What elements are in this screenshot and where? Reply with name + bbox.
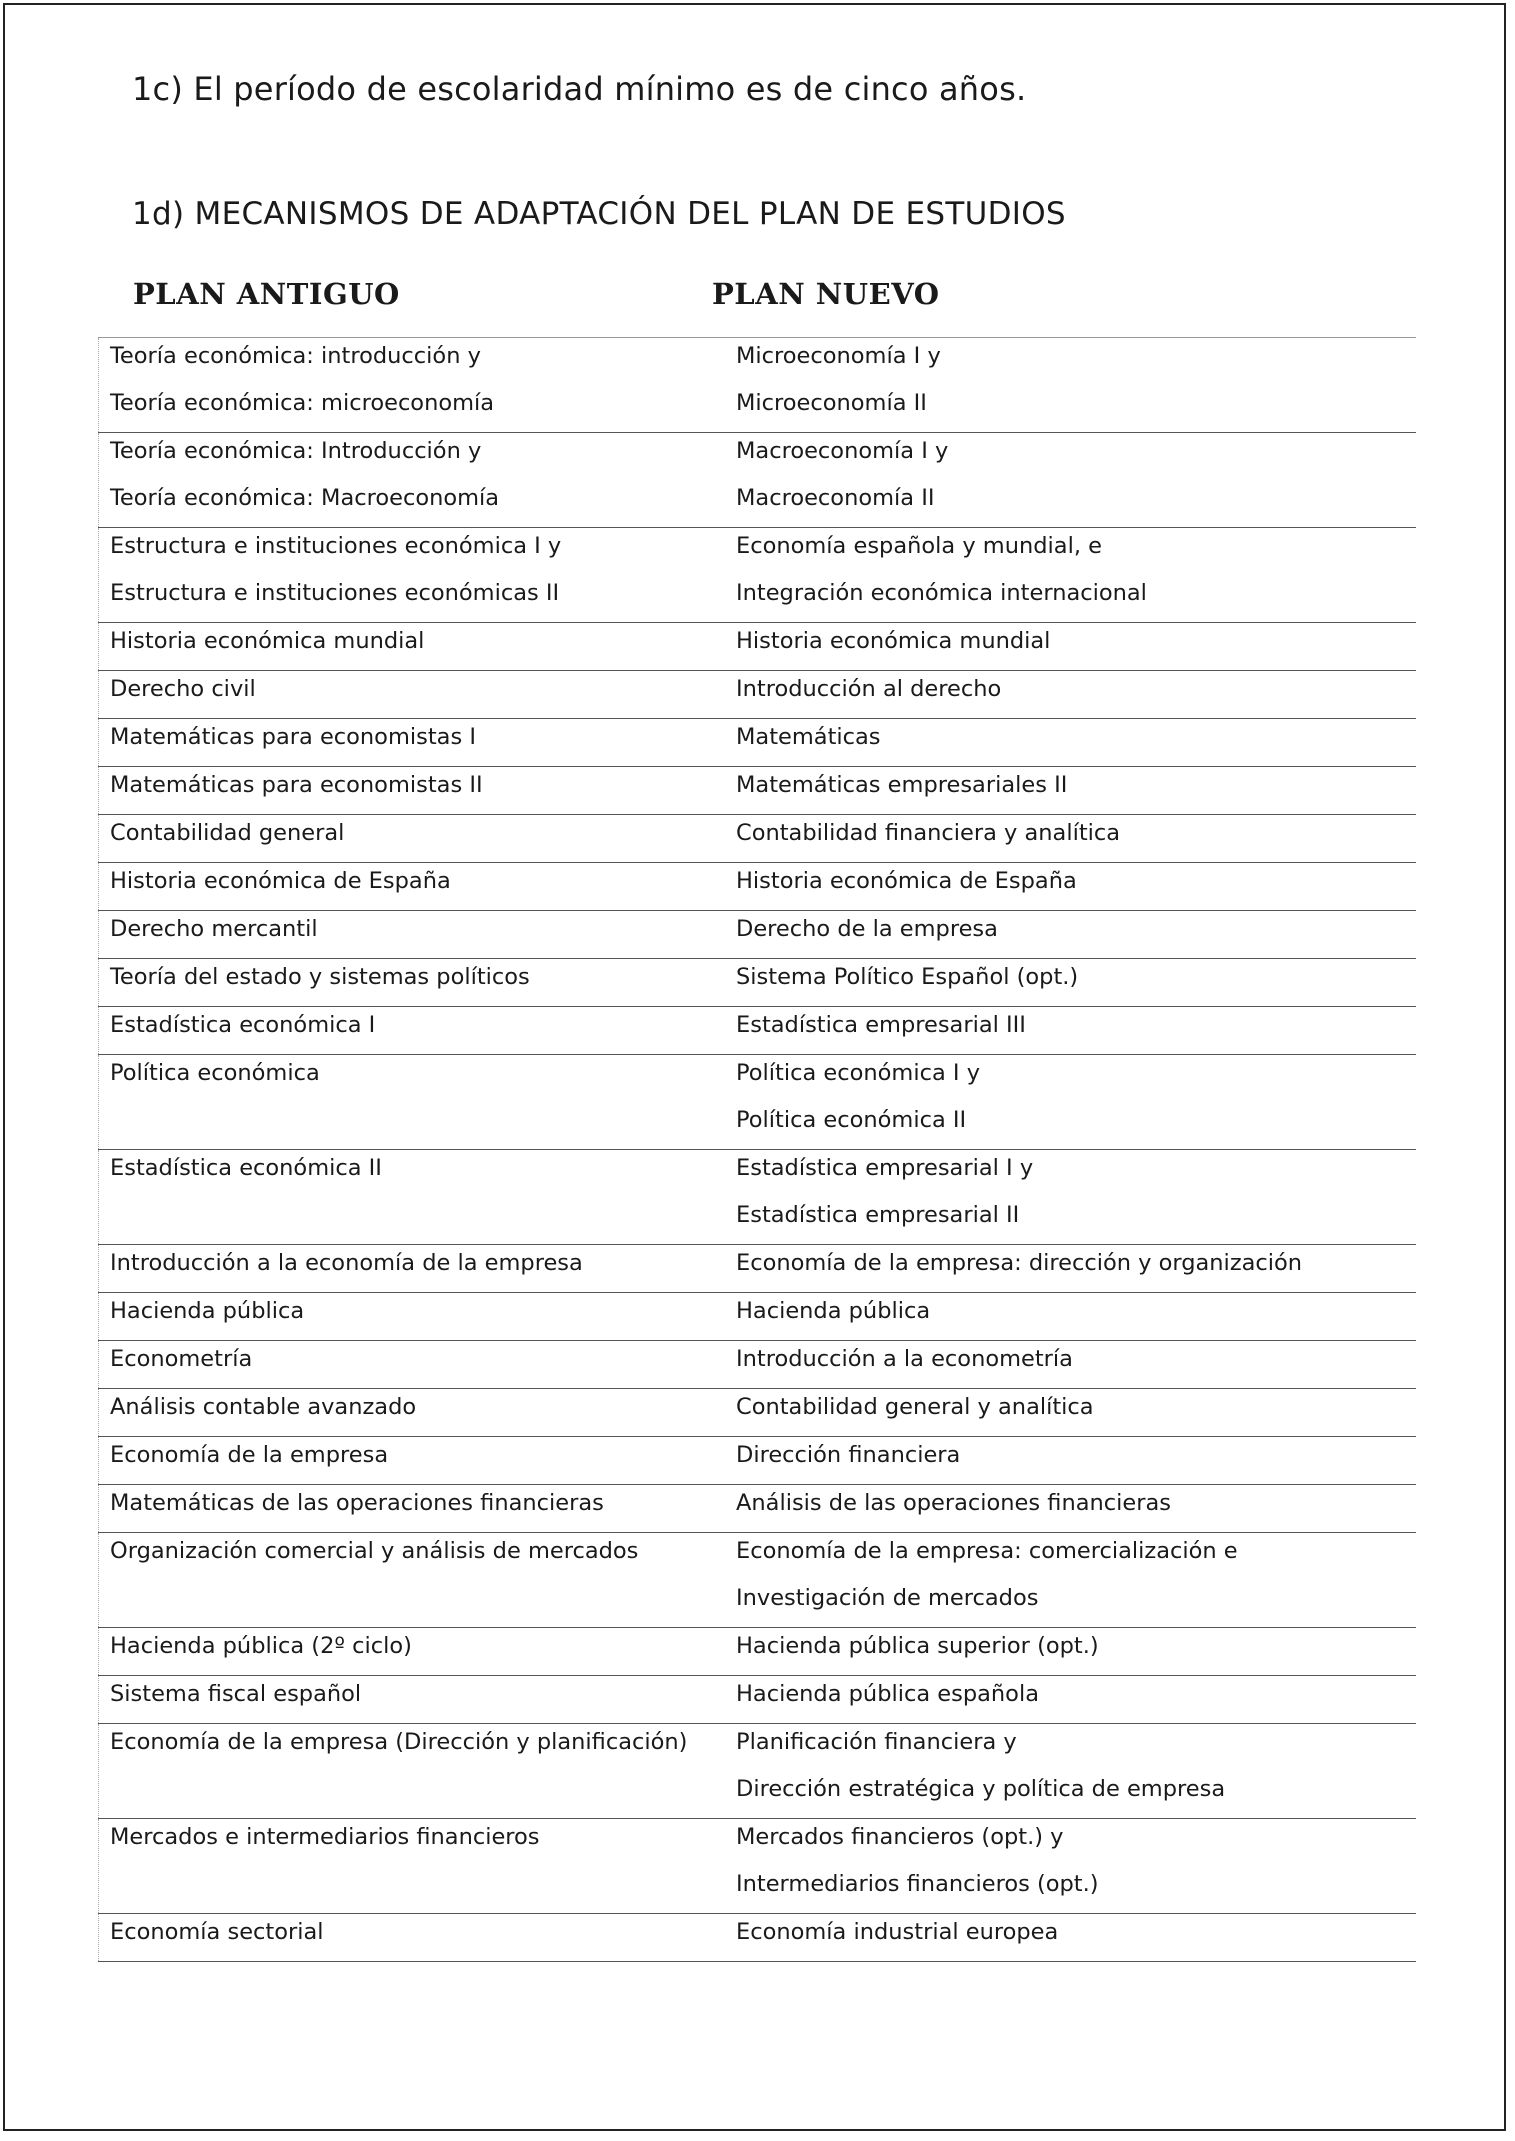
new-plan-subject: Dirección estratégica y política de empresa (736, 1776, 1226, 1802)
table-row-line (98, 1533, 1416, 1580)
table-row-line (98, 575, 1416, 622)
table-row-line (98, 1245, 1416, 1292)
table-row-line (98, 1055, 1416, 1102)
table-row-line (98, 1437, 1416, 1484)
table-row-line (98, 1341, 1416, 1388)
table-row (98, 1245, 1416, 1293)
table-row (98, 1293, 1416, 1341)
table-row (98, 623, 1416, 671)
new-plan-subject: Estadística empresarial III (736, 1012, 1026, 1038)
new-plan-subject: Historia económica mundial (736, 628, 1051, 654)
old-plan-subject: Matemáticas para economistas I (110, 724, 476, 750)
table-row (98, 863, 1416, 911)
old-plan-subject: Historia económica mundial (110, 628, 425, 654)
section-1d-heading: 1d) MECANISMOS DE ADAPTACIÓN DEL PLAN DE ESTUDIOS (132, 196, 1066, 232)
new-plan-subject: Matemáticas (736, 724, 881, 750)
table-row-line (98, 1102, 1416, 1149)
table-row (98, 1676, 1416, 1724)
new-plan-subject: Macroeconomía I y (736, 438, 949, 464)
old-plan-subject: Derecho civil (110, 676, 256, 702)
table-row-line (98, 1866, 1416, 1913)
table-row-line (98, 863, 1416, 910)
table-row (98, 815, 1416, 863)
table-row (98, 528, 1416, 623)
new-plan-subject: Hacienda pública superior (opt.) (736, 1633, 1099, 1659)
table-row-line (98, 1724, 1416, 1771)
old-plan-subject: Teoría económica: Introducción y (110, 438, 482, 464)
new-plan-subject: Microeconomía I y (736, 343, 941, 369)
table-row (98, 1389, 1416, 1437)
column-header-new-plan: PLAN NUEVO (712, 277, 940, 311)
plan-equivalence-table (98, 337, 1416, 1962)
old-plan-subject: Derecho mercantil (110, 916, 318, 942)
old-plan-subject: Análisis contable avanzado (110, 1394, 417, 1420)
old-plan-subject: Introducción a la economía de la empresa (110, 1250, 583, 1276)
new-plan-subject: Análisis de las operaciones financieras (736, 1490, 1171, 1516)
table-row-line (98, 1485, 1416, 1532)
old-plan-subject: Organización comercial y análisis de mercados (110, 1538, 639, 1564)
table-row (98, 1437, 1416, 1485)
table-row (98, 1007, 1416, 1055)
table-row-line (98, 1293, 1416, 1340)
table-row-line (98, 815, 1416, 862)
new-plan-subject: Matemáticas empresariales II (736, 772, 1068, 798)
table-row-line (98, 1914, 1416, 1961)
old-plan-subject: Teoría económica: microeconomía (110, 390, 495, 416)
old-plan-subject: Teoría del estado y sistemas políticos (110, 964, 530, 990)
old-plan-subject: Mercados e intermediarios financieros (110, 1824, 540, 1850)
new-plan-subject: Macroeconomía II (736, 485, 935, 511)
new-plan-subject: Introducción a la econometría (736, 1346, 1073, 1372)
new-plan-subject: Hacienda pública (736, 1298, 931, 1324)
table-row-line (98, 528, 1416, 575)
old-plan-subject: Historia económica de España (110, 868, 451, 894)
new-plan-subject: Economía de la empresa: dirección y organización (736, 1250, 1303, 1276)
table-row (98, 1533, 1416, 1628)
new-plan-subject: Estadística empresarial I y (736, 1155, 1034, 1181)
new-plan-subject: Estadística empresarial II (736, 1202, 1020, 1228)
table-row-line (98, 1150, 1416, 1197)
table-row-line (98, 385, 1416, 432)
old-plan-subject: Teoría económica: Macroeconomía (110, 485, 500, 511)
table-row-line (98, 1580, 1416, 1627)
new-plan-subject: Política económica I y (736, 1060, 981, 1086)
table-row (98, 1914, 1416, 1962)
table-row-line (98, 1197, 1416, 1244)
new-plan-subject: Microeconomía II (736, 390, 927, 416)
table-row-line (98, 767, 1416, 814)
table-row-line (98, 671, 1416, 718)
old-plan-subject: Matemáticas de las operaciones financieras (110, 1490, 604, 1516)
column-header-old-plan: PLAN ANTIGUO (133, 277, 400, 311)
table-row-line (98, 433, 1416, 480)
table-row (98, 1628, 1416, 1676)
new-plan-subject: Hacienda pública española (736, 1681, 1039, 1707)
table-row (98, 1724, 1416, 1819)
old-plan-subject: Estadística económica I (110, 1012, 376, 1038)
table-row-line (98, 1007, 1416, 1054)
old-plan-subject: Contabilidad general (110, 820, 345, 846)
new-plan-subject: Historia económica de España (736, 868, 1077, 894)
old-plan-subject: Matemáticas para economistas II (110, 772, 483, 798)
table-row (98, 959, 1416, 1007)
old-plan-subject: Estadística económica II (110, 1155, 382, 1181)
old-plan-subject: Teoría económica: introducción y (110, 343, 481, 369)
table-row-line (98, 338, 1416, 385)
table-row-line (98, 1628, 1416, 1675)
table-row-line (98, 1771, 1416, 1818)
old-plan-subject: Econometría (110, 1346, 253, 1372)
new-plan-subject: Investigación de mercados (736, 1585, 1039, 1611)
old-plan-subject: Hacienda pública (2º ciclo) (110, 1633, 412, 1659)
table-row (98, 433, 1416, 528)
new-plan-subject: Introducción al derecho (736, 676, 1002, 702)
table-row (98, 719, 1416, 767)
new-plan-subject: Economía industrial europea (736, 1919, 1059, 1945)
new-plan-subject: Mercados financieros (opt.) y (736, 1824, 1064, 1850)
table-row-line (98, 1676, 1416, 1723)
old-plan-subject: Economía de la empresa (Dirección y planificación) (110, 1729, 688, 1755)
table-row (98, 1341, 1416, 1389)
table-row-line (98, 480, 1416, 527)
table-row-line (98, 719, 1416, 766)
section-1c-text: 1c) El período de escolaridad mínimo es de cinco años. (132, 70, 1027, 108)
table-row-line (98, 1389, 1416, 1436)
new-plan-subject: Economía española y mundial, e (736, 533, 1102, 559)
new-plan-subject: Sistema Político Español (opt.) (736, 964, 1079, 990)
new-plan-subject: Contabilidad financiera y analítica (736, 820, 1121, 846)
table-row (98, 337, 1416, 433)
old-plan-subject: Hacienda pública (110, 1298, 305, 1324)
table-row (98, 1055, 1416, 1150)
old-plan-subject: Economía sectorial (110, 1919, 324, 1945)
new-plan-subject: Intermediarios financieros (opt.) (736, 1871, 1099, 1897)
old-plan-subject: Política económica (110, 1060, 320, 1086)
table-row (98, 767, 1416, 815)
new-plan-subject: Integración económica internacional (736, 580, 1147, 606)
new-plan-subject: Dirección financiera (736, 1442, 961, 1468)
table-row (98, 671, 1416, 719)
table-row-line (98, 911, 1416, 958)
old-plan-subject: Economía de la empresa (110, 1442, 389, 1468)
old-plan-subject: Estructura e instituciones económicas II (110, 580, 560, 606)
table-row (98, 911, 1416, 959)
table-row-line (98, 1819, 1416, 1866)
table-row (98, 1150, 1416, 1245)
new-plan-subject: Planificación financiera y (736, 1729, 1017, 1755)
new-plan-subject: Economía de la empresa: comercialización e (736, 1538, 1238, 1564)
old-plan-subject: Sistema fiscal español (110, 1681, 362, 1707)
table-row (98, 1819, 1416, 1914)
new-plan-subject: Derecho de la empresa (736, 916, 998, 942)
table-row-line (98, 623, 1416, 670)
table-row-line (98, 959, 1416, 1006)
new-plan-subject: Contabilidad general y analítica (736, 1394, 1094, 1420)
old-plan-subject: Estructura e instituciones económica I y (110, 533, 562, 559)
new-plan-subject: Política económica II (736, 1107, 967, 1133)
table-row (98, 1485, 1416, 1533)
